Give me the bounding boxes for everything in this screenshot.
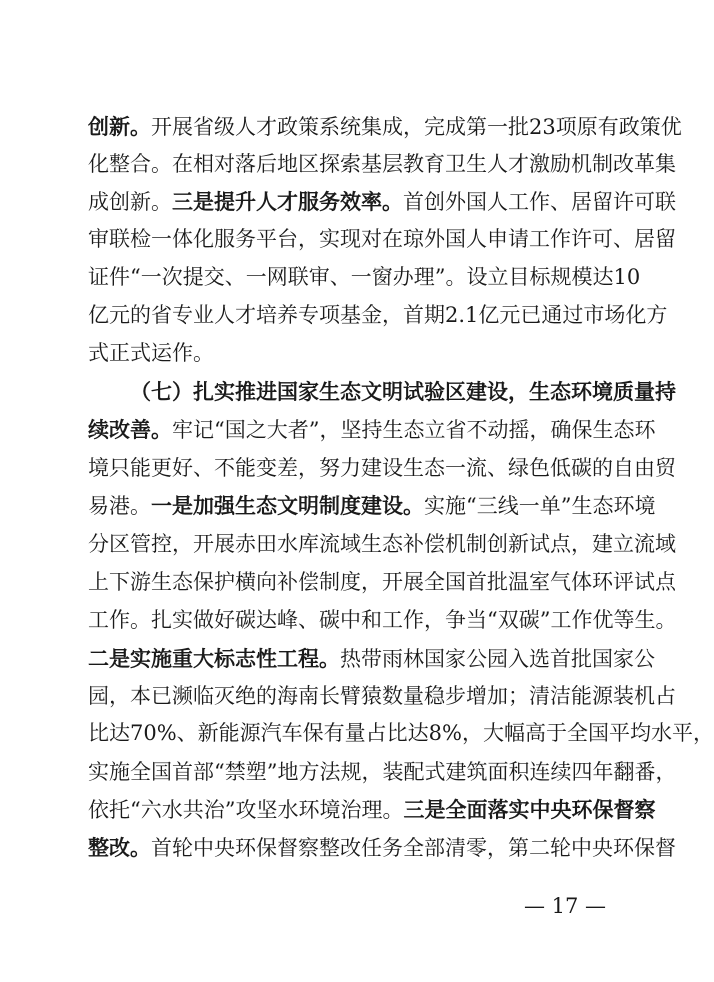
text-run: 比达70%、新能源汽车保有量占比达8%，大幅高于全国平均水平， (88, 721, 714, 745)
text-line (88, 606, 677, 634)
bold-phrase: 三是提升人才服务效率。 (172, 189, 403, 214)
text-run: 审联检一体化服务平台，实现对在琼外国人申请工作许可、居留 (88, 227, 676, 251)
text-run: 上下游生态保护横向补偿制度，开展全国首批温室气体环评试点 (88, 570, 676, 594)
text-line (88, 301, 668, 329)
text-run: 证件“一次提交、一网联审、一窗办理”。设立目标规模达10 (88, 265, 641, 289)
text-run: 化整合。在相对落后地区探索基层教育卫生人才激励机制改革集 (88, 152, 676, 176)
text-run: 实施“三线一单”生态环境 (424, 494, 656, 518)
text-run: 成创新。 (88, 190, 172, 214)
text-run: 首创外国人工作、居留许可联 (403, 190, 676, 214)
text-run: 分区管控，开展赤田水库流域生态补偿机制创新试点，建立流域 (88, 532, 676, 556)
bold-phrase: 三是全面落实中央环保督察 (403, 797, 656, 822)
text-run: 依托“六水共治”攻坚水环境治理。 (88, 798, 404, 822)
text-run: 首轮中央环保督察整改任务全部清零，第二轮中央环保督 (151, 836, 676, 860)
bold-phrase: 创新。 (88, 114, 151, 139)
text-line (88, 682, 676, 710)
text-run: 式正式运作。 (88, 341, 214, 365)
text-line (88, 416, 656, 444)
text-run: 亿元的省专业人才培养专项基金，首期2.1亿元已通过市场化方 (88, 303, 668, 327)
text-line (88, 530, 676, 558)
text-line (88, 758, 677, 786)
text-line (88, 834, 676, 862)
text-line (88, 113, 682, 141)
text-run: 热带雨林国家公园入选首批国家公 (340, 647, 655, 671)
bold-phrase: 续改善。 (88, 417, 172, 442)
bold-phrase: 一是加强生态文明制度建设。 (151, 493, 424, 518)
text-line (88, 150, 676, 178)
text-line (88, 454, 676, 482)
text-line (88, 263, 641, 291)
text-line (88, 719, 714, 747)
text-line (88, 568, 676, 596)
text-run: 实施全国首部“禁塑”地方法规，装配式建筑面积连续四年翻番， (88, 760, 677, 784)
text-run: 易港。 (88, 494, 151, 518)
text-line (88, 188, 676, 216)
text-line (88, 492, 656, 520)
text-line (130, 378, 676, 406)
text-run: 牢记“国之大者”，坚持生态立省不动摇，确保生态环 (172, 418, 656, 442)
text-line (88, 645, 655, 673)
text-line (88, 796, 656, 824)
page-number: — 17 — (523, 894, 607, 918)
text-run: 开展省级人才政策系统集成，完成第一批23项原有政策优 (151, 115, 682, 139)
bold-phrase: 二是实施重大标志性工程。 (88, 646, 340, 671)
bold-phrase: （七）扎实推进国家生态文明试验区建设，生态环境质量持 (130, 379, 676, 404)
text-run: 境只能更好、不能变差，努力建设生态一流、绿色低碳的自由贸 (88, 456, 676, 480)
text-run: 园，本已濒临灭绝的海南长臂猿数量稳步增加；清洁能源装机占 (88, 684, 676, 708)
text-line (88, 225, 676, 253)
text-run: 工作。扎实做好碳达峰、碳中和工作，争当“双碳”工作优等生。 (88, 608, 677, 632)
text-line (88, 339, 616, 367)
bold-phrase: 整改。 (88, 835, 151, 860)
